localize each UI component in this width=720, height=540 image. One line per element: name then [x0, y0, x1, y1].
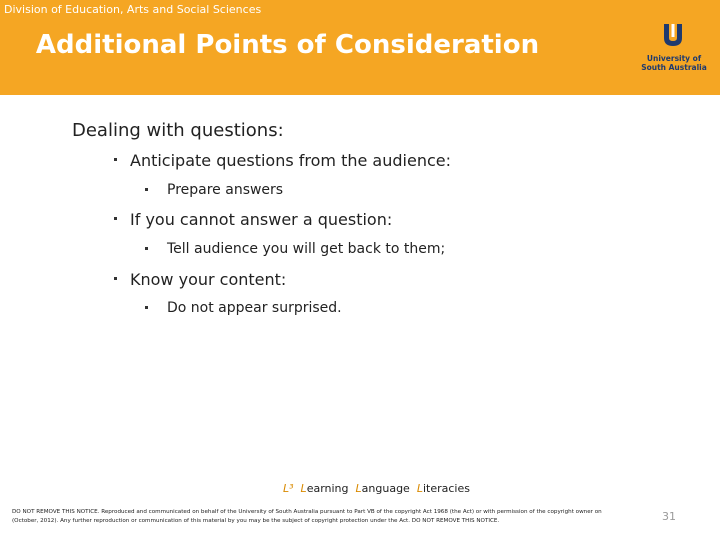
bullet-dot	[145, 188, 148, 191]
tagline-letter: L	[355, 482, 362, 495]
tagline-word: anguage	[361, 482, 410, 495]
footer-tagline	[283, 482, 470, 495]
slide-title-text: Additional Points of Consideration	[35, 30, 540, 60]
tagline-prefix: L³	[283, 482, 294, 495]
division-label: Division of Education, Arts and Social Sciences	[4, 3, 262, 16]
sub-bullet-text: Tell audience you will get back to them;	[167, 241, 446, 257]
bullet-dot	[114, 158, 117, 161]
logo-text	[636, 54, 712, 72]
copyright-notice	[12, 508, 712, 526]
bullet-dot	[114, 277, 117, 280]
notice-line2: (October, 2012). Any further reproduction or communication of this material by you may be the subject of copyright protection under the Act. DO NOT REMOVE THIS NOTICE.	[12, 518, 500, 524]
sub-bullet-text: Do not appear surprised.	[167, 300, 342, 316]
bullet-text: Know your content:	[130, 270, 287, 289]
page-number: 31	[662, 510, 676, 523]
tagline-letter: L	[300, 482, 307, 495]
bullet-dot	[114, 217, 117, 220]
content-heading: Dealing with questions:	[72, 120, 284, 141]
slide-header	[0, 0, 720, 95]
unisa-logo-icon	[662, 22, 684, 48]
unisa-logo	[636, 18, 708, 82]
sub-bullet-text: Prepare answers	[167, 182, 284, 198]
logo-text-line2: South Australia	[641, 63, 707, 72]
bullet-dot	[145, 247, 148, 250]
bullet-text: If you cannot answer a question:	[130, 210, 393, 229]
tagline-word: earning	[306, 482, 349, 495]
notice-line1: DO NOT REMOVE THIS NOTICE. Reproduced and communicated on behalf of the University of South Australia pursuant to Part VB of the copyright Act 1968 (the Act) or with permission of the copyright owner on	[12, 509, 602, 515]
logo-text-line1: University of	[646, 54, 702, 63]
bullet-text: Anticipate questions from the audience:	[130, 151, 451, 170]
bullet-dot	[145, 306, 148, 309]
slide-title	[0, 30, 720, 60]
tagline-letter: L	[416, 482, 423, 495]
tagline-word: iteracies	[422, 482, 470, 495]
